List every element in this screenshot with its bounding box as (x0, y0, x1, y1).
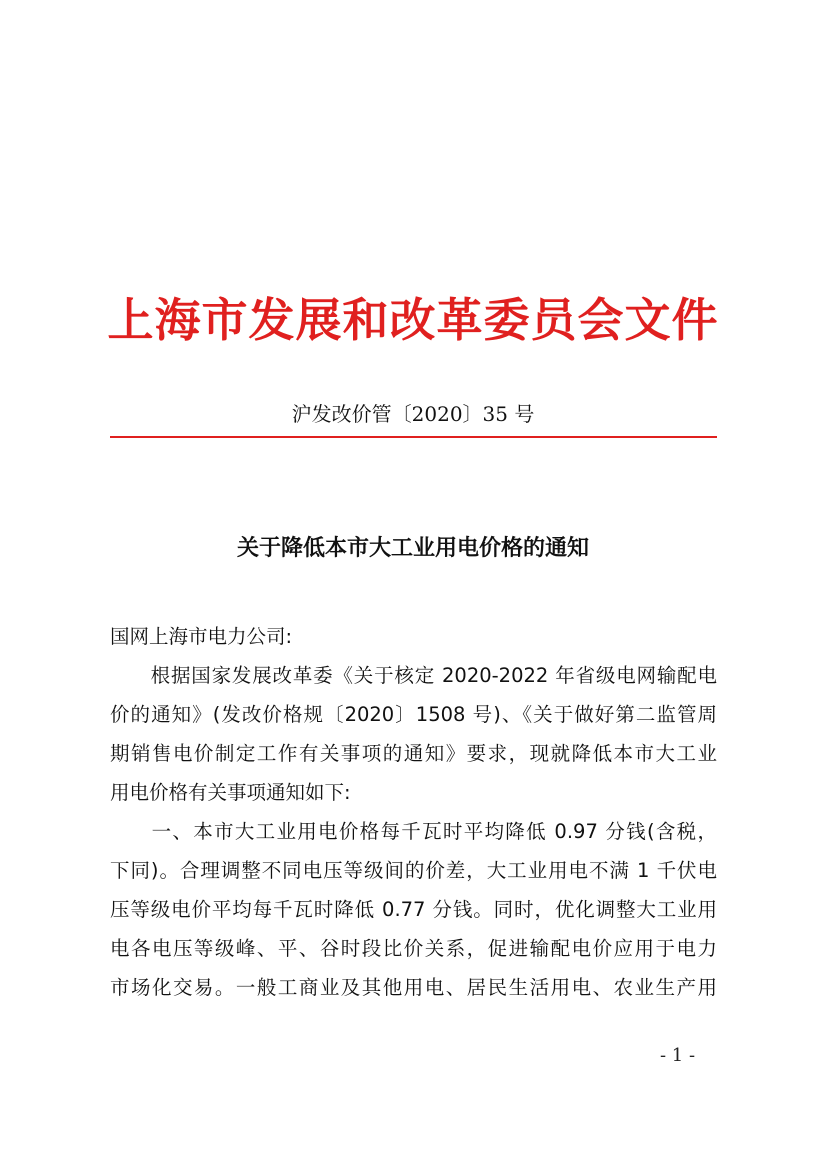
body-line: 压等级电价平均每千瓦时降低 0.77 分钱。同时，优化调整大工业用 (110, 898, 717, 921)
page-number: - 1 - (660, 1045, 696, 1066)
masthead-title: 上海市发展和改革委员会文件 (107, 293, 719, 347)
addressee: 国网上海市电力公司: (110, 625, 293, 648)
document-number: 沪发改价管〔2020〕35 号 (291, 402, 535, 426)
notice-title: 关于降低本市大工业用电价格的通知 (236, 536, 589, 561)
body-line: 价的通知》(发改价格规〔2020〕1508 号)、《关于做好第二监管周 (110, 703, 717, 726)
notice-body (110, 617, 717, 1007)
red-divider (110, 436, 717, 438)
body-line: 市场化交易。一般工商业及其他用电、居民生活用电、农业生产用 (110, 976, 717, 999)
body-line: 电各电压等级峰、平、谷时段比价关系，促进输配电价应用于电力 (110, 937, 717, 960)
body-line: 期销售电价制定工作有关事项的通知》要求，现就降低本市大工业 (110, 742, 717, 765)
body-line: 一、本市大工业用电价格每千瓦时平均降低 0.97 分钱(含税， (110, 820, 717, 843)
body-line: 根据国家发展改革委《关于核定 2020-2022 年省级电网输配电 (110, 664, 717, 687)
body-line: 下同)。合理调整不同电压等级间的价差，大工业用电不满 1 千伏电 (110, 859, 717, 882)
body-line: 用电价格有关事项通知如下: (110, 781, 351, 804)
